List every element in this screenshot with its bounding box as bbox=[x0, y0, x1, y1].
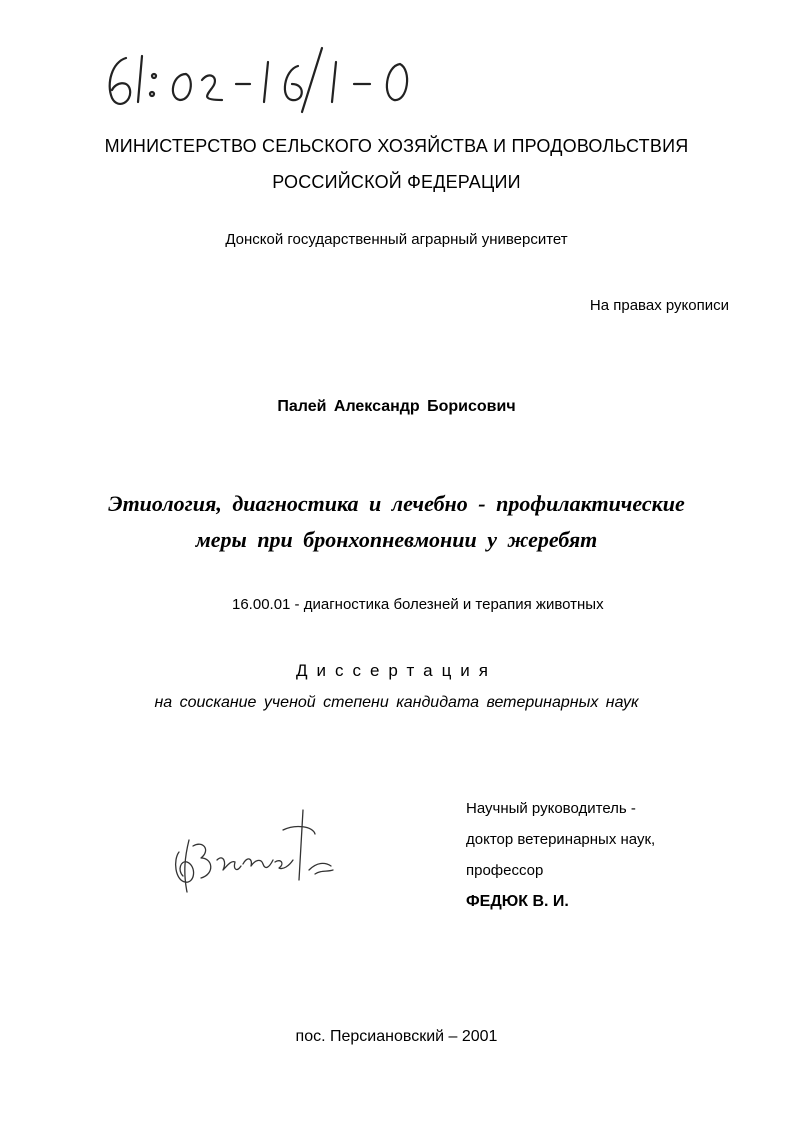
document-type: Диссертация bbox=[295, 661, 498, 680]
handwritten-signature bbox=[165, 800, 345, 900]
dissertation-title bbox=[0, 486, 793, 558]
place-and-year: пос. Персиановский – 2001 bbox=[295, 1028, 498, 1045]
specialty-code: 16.00.01 - диагностика болезней и терапия животных bbox=[232, 596, 604, 613]
handwritten-archive-number bbox=[98, 40, 478, 120]
supervisor-role: Научный руководитель - bbox=[466, 800, 636, 817]
supervisor-name: ФЕДЮК В. И. bbox=[466, 893, 569, 910]
author-name: Палей Александр Борисович bbox=[277, 398, 516, 415]
supervisor-degree: доктор ветеринарных наук, bbox=[466, 831, 656, 848]
supervisor-rank: профессор bbox=[466, 862, 544, 879]
university-name: Донской государственный аграрный университет bbox=[225, 231, 568, 248]
ministry-line-1: МИНИСТЕРСТВО СЕЛЬСКОГО ХОЗЯЙСТВА И ПРОДОВОЛЬСТВИЯ bbox=[104, 136, 689, 156]
supervisor-block bbox=[466, 793, 655, 917]
title-line-1: Этиология, диагностика и лечебно - профилактические bbox=[108, 491, 685, 516]
title-line-2: меры при бронхопневмонии у жеребят bbox=[195, 527, 598, 552]
ministry-line-2: РОССИЙСКОЙ ФЕДЕРАЦИИ bbox=[272, 172, 521, 192]
degree-sought: на соискание ученой степени кандидата ветеринарных наук bbox=[154, 694, 639, 711]
ministry-header bbox=[0, 128, 793, 200]
manuscript-rights: На правах рукописи bbox=[589, 297, 729, 314]
